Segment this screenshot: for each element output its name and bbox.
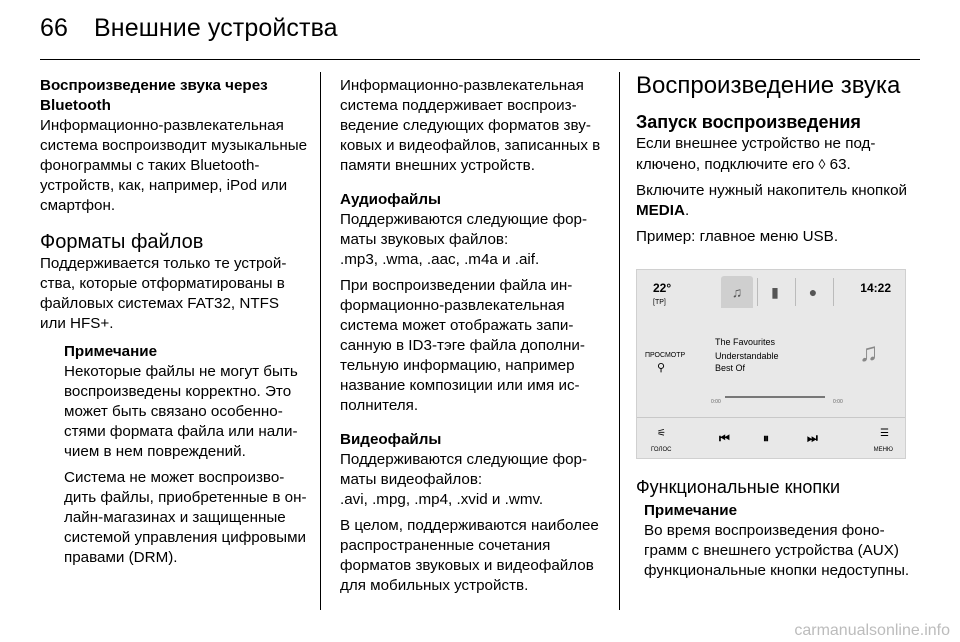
function-note-title: Примечание (644, 502, 738, 519)
tab-divider (833, 278, 834, 306)
page-header (40, 14, 338, 43)
browse-label[interactable]: ПРОСМОТР (645, 352, 686, 359)
note-paragraph-2: Система не может воспроизводить файлы, приобретенные в онлайн-магазинах и защищенные системой управления цифровыми правами (DRM). (64, 469, 307, 566)
header-rule (40, 59, 920, 60)
bluetooth-heading: Воспроизведение звука через Bluetooth (40, 77, 268, 114)
usb-main-menu-screen (636, 269, 906, 459)
function-keys-heading: Функциональные кнопки (636, 477, 841, 497)
album-art-icon: ♫ (859, 337, 879, 367)
video-formats: .avi, .mpg, .mp4, .xvid и .wmv. (340, 491, 544, 508)
column-divider-2 (619, 72, 620, 610)
audio-text: Поддерживаются следующие форматы звуковых файлов: (340, 211, 588, 248)
voice-label: ГОЛОС (651, 447, 672, 453)
formats-text: Поддерживается только те устройства, которые отформатированы в файловых системах FAT32, NTFS или HFS+. (40, 255, 287, 332)
example-text: Пример: главное меню USB. (636, 228, 839, 245)
column-divider-1 (320, 72, 321, 610)
column-3 (636, 72, 922, 581)
time-start: 0:00 (711, 399, 721, 405)
note-block (40, 342, 308, 568)
enable-text: Включите нужный накопитель кнопкой MEDIA. (636, 182, 908, 219)
page-number: 66 (40, 14, 69, 42)
start-text: Если внешнее устройство не подключено, подключите его ◊ 63. (636, 135, 876, 173)
pause-icon[interactable]: ⏸ (763, 431, 770, 445)
watermark: carmanualsonline.info (794, 622, 950, 639)
tp-indicator: [TP] (653, 299, 666, 306)
now-playing-panel (637, 322, 905, 414)
track-line-2: Understandable (715, 351, 779, 361)
formats-heading: Форматы файлов (40, 231, 204, 253)
bluetooth-text: Информационно-развлекательная система воспроизводит музыкальные фонограммы с таких Bluetooth-устройств, как, например, iPod или смартфон. (40, 117, 308, 214)
tab-divider (757, 278, 758, 306)
formats-intro: Информационно-развлекательная система поддерживает воспроизведение следующих форматов звуковых и видеофайлов, записанных в памяти внешних устройств. (340, 77, 601, 174)
main-heading: Воспроизведение звука (636, 72, 901, 99)
start-heading: Запуск воспроизведения (636, 112, 861, 132)
source-tab-icon[interactable]: ● (808, 284, 818, 300)
media-key: MEDIA (636, 202, 685, 219)
screen-control-bar (637, 417, 905, 458)
screen-status-bar (637, 270, 905, 320)
voice-icon[interactable]: ⚟ (657, 428, 666, 439)
tab-divider (795, 278, 796, 306)
clock: 14:22 (860, 281, 891, 295)
page-reference: 63. (829, 156, 851, 173)
progress-bar[interactable] (725, 396, 825, 398)
column-1 (40, 76, 308, 568)
previous-track-icon[interactable]: ⏮ (719, 431, 730, 445)
audio-formats: .mp3, .wma, .aac, .m4a и .aif. (340, 251, 540, 268)
menu-label: МЕНЮ (873, 447, 893, 453)
search-icon[interactable]: ⚲ (657, 362, 666, 374)
page-title: Внешние устройства (94, 14, 338, 42)
next-track-icon[interactable]: ⏭ (807, 431, 818, 445)
reference-arrow-icon: ◊ (818, 156, 826, 172)
column-2 (340, 76, 604, 596)
function-note-block (636, 501, 922, 581)
audio-heading: Аудиофайлы (340, 191, 441, 208)
function-note-text: Во время воспроизведения фонограмм с внешнего устройства (AUX) функциональные кнопки недоступны. (644, 522, 910, 579)
track-line-1: The Favourites (715, 337, 776, 347)
note-title: Примечание (64, 343, 158, 360)
track-line-3: Best Of (715, 363, 746, 373)
device-tab-icon[interactable]: ▮ (771, 284, 779, 300)
note-paragraph-1: Некоторые файлы не могут быть воспроизведены корректно. Это может быть связано особенностями формата файла или наличием в нем повреждений. (64, 363, 298, 460)
temperature: 22° (653, 281, 672, 295)
audio-paragraph-2: При воспроизведении файла информационно-развлекательная система может отображать записанную в ID3-тэге файла дополнительную информацию, например название композиции или имя исполнителя. (340, 277, 585, 414)
time-end: 0:00 (833, 399, 843, 405)
video-paragraph-2: В целом, поддерживаются наиболее распространенные сочетания форматов звуковых и видеофайлов для мобильных устройств. (340, 517, 599, 594)
video-text: Поддерживаются следующие форматы видеофайлов: (340, 451, 588, 488)
menu-icon[interactable]: ☰ (880, 428, 889, 439)
music-tab-icon[interactable]: ♫ (721, 276, 753, 308)
video-heading: Видеофайлы (340, 431, 442, 448)
